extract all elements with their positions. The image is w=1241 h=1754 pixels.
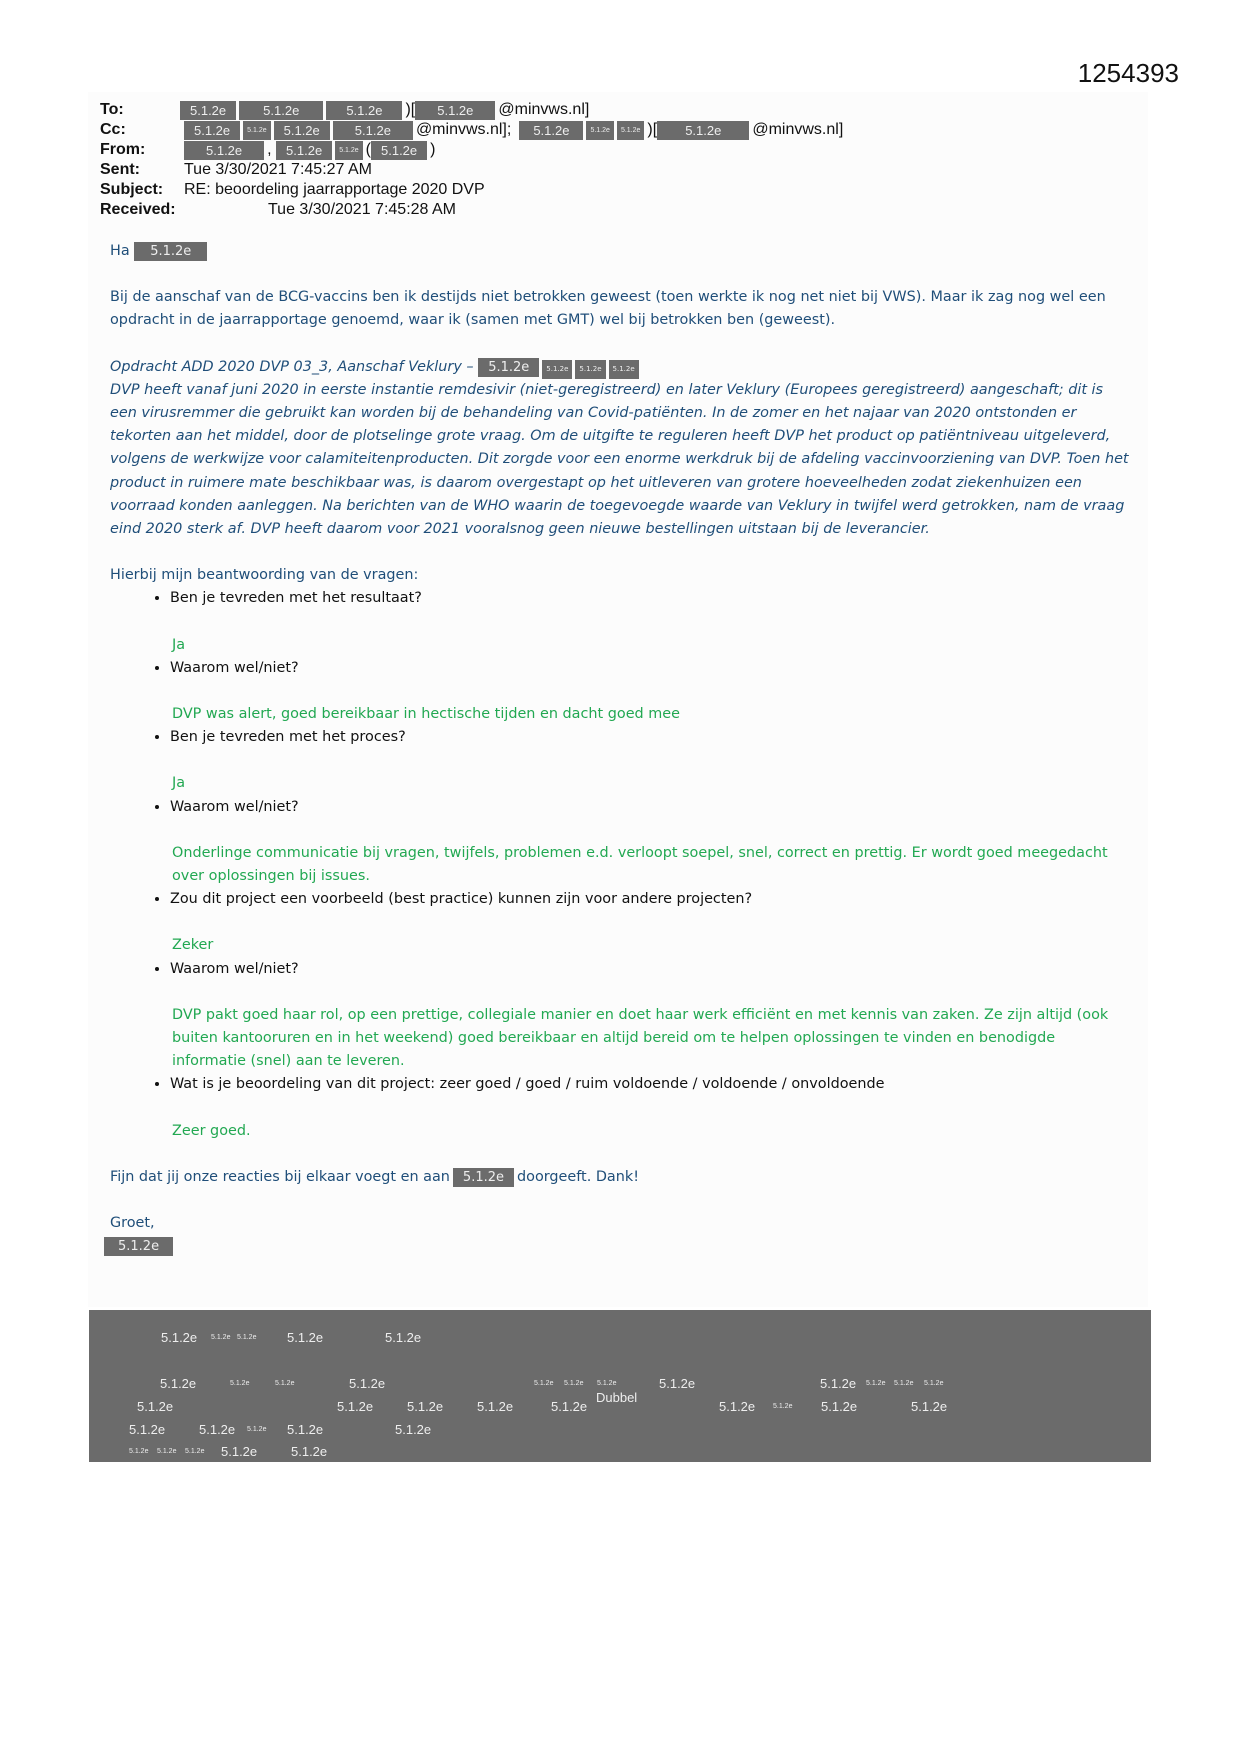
redaction: 5.1.2e <box>866 1380 886 1387</box>
regards: Groet, <box>110 1215 155 1232</box>
closing: Fijn dat jij onze reacties bij elkaar voegt en aan 5.1.2e doorgeeft. Dank! <box>110 1168 639 1185</box>
redaction: 5.1.2e <box>597 1380 617 1387</box>
redaction: 5.1.2e <box>161 1330 198 1345</box>
redaction: 5.1.2e <box>617 121 644 140</box>
redaction: 5.1.2e <box>184 121 240 140</box>
redaction: 5.1.2e <box>575 360 605 379</box>
redaction: 5.1.2e <box>160 1376 197 1391</box>
answer: DVP pakt goed haar rol, op een prettige, collegiale manier en doet haar werk efficiënt en met kennis van zaken. Ze zijn altijd (ook buiten kantooruren en in het weekend) goed bereikbaar en altijd bereid om te helpen oplossingen te vinden en benodigde informatie (snel) aan te leveren. <box>172 1006 1109 1070</box>
redaction: 5.1.2e <box>274 121 330 140</box>
redaction: 5.1.2e <box>551 1399 588 1414</box>
received-row <box>100 200 843 220</box>
redaction: 5.1.2e <box>129 1422 166 1437</box>
answer: Zeker <box>172 937 214 954</box>
redaction: 5.1.2e <box>211 1334 231 1341</box>
redaction: 5.1.2e <box>247 1426 267 1433</box>
redaction: 5.1.2e <box>586 121 613 140</box>
redaction: 5.1.2e <box>287 1422 324 1437</box>
question: • Ben je tevreden met het proces? <box>170 726 1130 749</box>
redaction: 5.1.2e <box>453 1168 514 1187</box>
redaction: 5.1.2e <box>659 1376 696 1391</box>
question: • Wat is je beoordeling van dit project: zeer goed / goed / ruim voldoende / voldoende / onvoldoende <box>170 1073 1130 1096</box>
redaction: 5.1.2e <box>333 121 413 140</box>
redaction: 5.1.2e <box>180 101 236 120</box>
redacted-signature-block <box>89 1310 1151 1462</box>
redaction: 5.1.2e <box>385 1330 422 1345</box>
question: • Waarom wel/niet? <box>170 657 1130 680</box>
redaction: 5.1.2e <box>184 141 264 160</box>
qa-list <box>110 587 1130 610</box>
redaction: 5.1.2e <box>534 1380 554 1387</box>
email-header <box>100 100 843 220</box>
redaction: 5.1.2e <box>657 121 749 140</box>
intro-paragraph: Bij de aanschaf van de BCG-vaccins ben ik destijds niet betrokken geweest (toen werkte ik nog net niet bij VWS). Maar ik zag nog wel een opdracht in de jaarrapportage genoemd, waar ik (samen met GMT) wel bij betrokken ben (geweest). <box>110 289 1106 329</box>
redaction: 5.1.2e <box>371 141 427 160</box>
document-id: 1254393 <box>1077 58 1179 88</box>
redaction: 5.1.2e <box>221 1444 258 1459</box>
redaction: 5.1.2e <box>230 1380 250 1387</box>
redaction: 5.1.2e <box>911 1399 948 1414</box>
received-label: Received: <box>100 201 176 218</box>
redaction: 5.1.2e <box>407 1399 444 1414</box>
redaction: 5.1.2e <box>157 1448 177 1455</box>
answer: Zeer goed. <box>172 1122 251 1139</box>
redaction: 5.1.2e <box>773 1403 793 1410</box>
redaction: 5.1.2e <box>335 141 362 160</box>
redaction: 5.1.2e <box>519 121 583 140</box>
answer: Onderlinge communicatie bij vragen, twijfels, problemen e.d. verloopt soepel, snel, correct en prettig. Er wordt goed meegedacht over oplossingen bij issues. <box>172 844 1108 885</box>
answers-intro: Hierbij mijn beantwoording van de vragen: <box>110 567 419 584</box>
redaction: 5.1.2e <box>415 101 495 120</box>
to-domain: @minvws.nl] <box>498 101 590 118</box>
answer: Ja <box>172 636 186 653</box>
redaction: 5.1.2e <box>185 1448 205 1455</box>
opdracht-title: Opdracht ADD 2020 DVP 03_3, Aanschaf Veklury – 5.1.2e 5.1.2e 5.1.2e 5.1.2e <box>110 356 1130 379</box>
redaction: 5.1.2e <box>326 101 402 120</box>
email-body <box>110 240 1130 1259</box>
redaction: 5.1.2e <box>199 1422 236 1437</box>
greeting: Ha 5.1.2e <box>110 240 1130 263</box>
footer-text: Dubbel <box>596 1390 638 1405</box>
redaction: 5.1.2e <box>478 358 539 377</box>
redaction: 5.1.2e <box>239 101 323 120</box>
redaction: 5.1.2e <box>477 1399 514 1414</box>
answer: Ja <box>172 775 186 792</box>
redaction: 5.1.2e <box>894 1380 914 1387</box>
cc-domain: @minvws.nl]; <box>415 121 512 138</box>
redaction: 5.1.2e <box>349 1376 386 1391</box>
redaction: 5.1.2e <box>104 1237 173 1256</box>
redaction: 5.1.2e <box>134 242 207 261</box>
redaction: 5.1.2e <box>129 1448 149 1455</box>
redaction: 5.1.2e <box>719 1399 756 1414</box>
question: • Ben je tevreden met het resultaat? <box>170 587 1130 610</box>
sent-value: Tue 3/30/2021 7:45:27 AM <box>184 161 372 178</box>
from-row: From: 5.1.2e , 5.1.2e 5.1.2e ( 5.1.2e ) <box>100 141 436 158</box>
cc-row: Cc: 5.1.2e 5.1.2e 5.1.2e 5.1.2e @minvws.nl]; 5.1.2e 5.1.2e 5.1.2e )[ 5.1.2e @minvws.nl] <box>100 121 844 138</box>
sent-row <box>100 160 843 180</box>
signature <box>104 1235 1130 1258</box>
to-row: To: 5.1.2e 5.1.2e 5.1.2e )[ 5.1.2e @minvws.nl] <box>100 101 590 118</box>
question: • Waarom wel/niet? <box>170 958 1130 981</box>
redaction: 5.1.2e <box>275 1380 295 1387</box>
redaction: 5.1.2e <box>564 1380 584 1387</box>
answer: DVP was alert, goed bereikbaar in hectische tijden en dacht goed mee <box>172 706 680 723</box>
subject-label: Subject: <box>100 181 164 198</box>
redaction: 5.1.2e <box>924 1380 944 1387</box>
redaction: 5.1.2e <box>276 141 332 160</box>
redaction: 5.1.2e <box>820 1376 857 1391</box>
redaction: 5.1.2e <box>395 1422 432 1437</box>
redaction: 5.1.2e <box>542 360 572 379</box>
sent-label: Sent: <box>100 161 140 178</box>
to-label: To: <box>100 101 124 118</box>
question: • Waarom wel/niet? <box>170 796 1130 819</box>
redaction: 5.1.2e <box>821 1399 858 1414</box>
redaction: 5.1.2e <box>243 121 270 140</box>
subject-value: RE: beoordeling jaarrapportage 2020 DVP <box>184 181 485 198</box>
redaction: 5.1.2e <box>337 1399 374 1414</box>
redaction: 5.1.2e <box>291 1444 328 1459</box>
question: • Zou dit project een voorbeeld (best practice) kunnen zijn voor andere projecten? <box>170 888 1130 911</box>
redaction: 5.1.2e <box>609 360 639 379</box>
cc-label: Cc: <box>100 121 126 138</box>
redaction: 5.1.2e <box>137 1399 174 1414</box>
redaction: 5.1.2e <box>237 1334 257 1341</box>
subject-row <box>100 180 843 200</box>
cc-domain-2: @minvws.nl] <box>752 121 844 138</box>
from-label: From: <box>100 141 146 158</box>
redaction: 5.1.2e <box>287 1330 324 1345</box>
opdracht-text: DVP heeft vanaf juni 2020 in eerste instantie remdesivir (niet-geregistreerd) en later Veklury (Europees geregistreerd) aangeschaft; dit is een virusremmer die gebruikt kan worden bij de behandeling van Covid-patiënten. In de zomer en het najaar van 2020 ontstonden er tekorten aan het middel, door de plotselinge grote vraag. Om de uitgifte te reguleren heeft DVP het product op patiëntniveau uitgeleverd, volgens de werkwijze voor calamiteitenproducten. Dit zorgde voor een enorme werkdruk bij de afdeling vaccinvoorziening van DVP. Toen het product in ruimere mate beschikbaar was, is daarom overgestapt op het uitleveren van grotere hoeveelheden zodat ziekenhuizen een voorraad konden aanleggen. Na berichten van de WHO waarin de toegevoegde waarde van Veklury in twijfel werd getrokken, nam de vraag eind 2020 sterk af. DVP heeft daarom voor 2021 vooralsnog geen nieuwe bestellingen uitstaan bij de leverancier. <box>110 381 1129 538</box>
received-value: Tue 3/30/2021 7:45:28 AM <box>268 201 456 218</box>
